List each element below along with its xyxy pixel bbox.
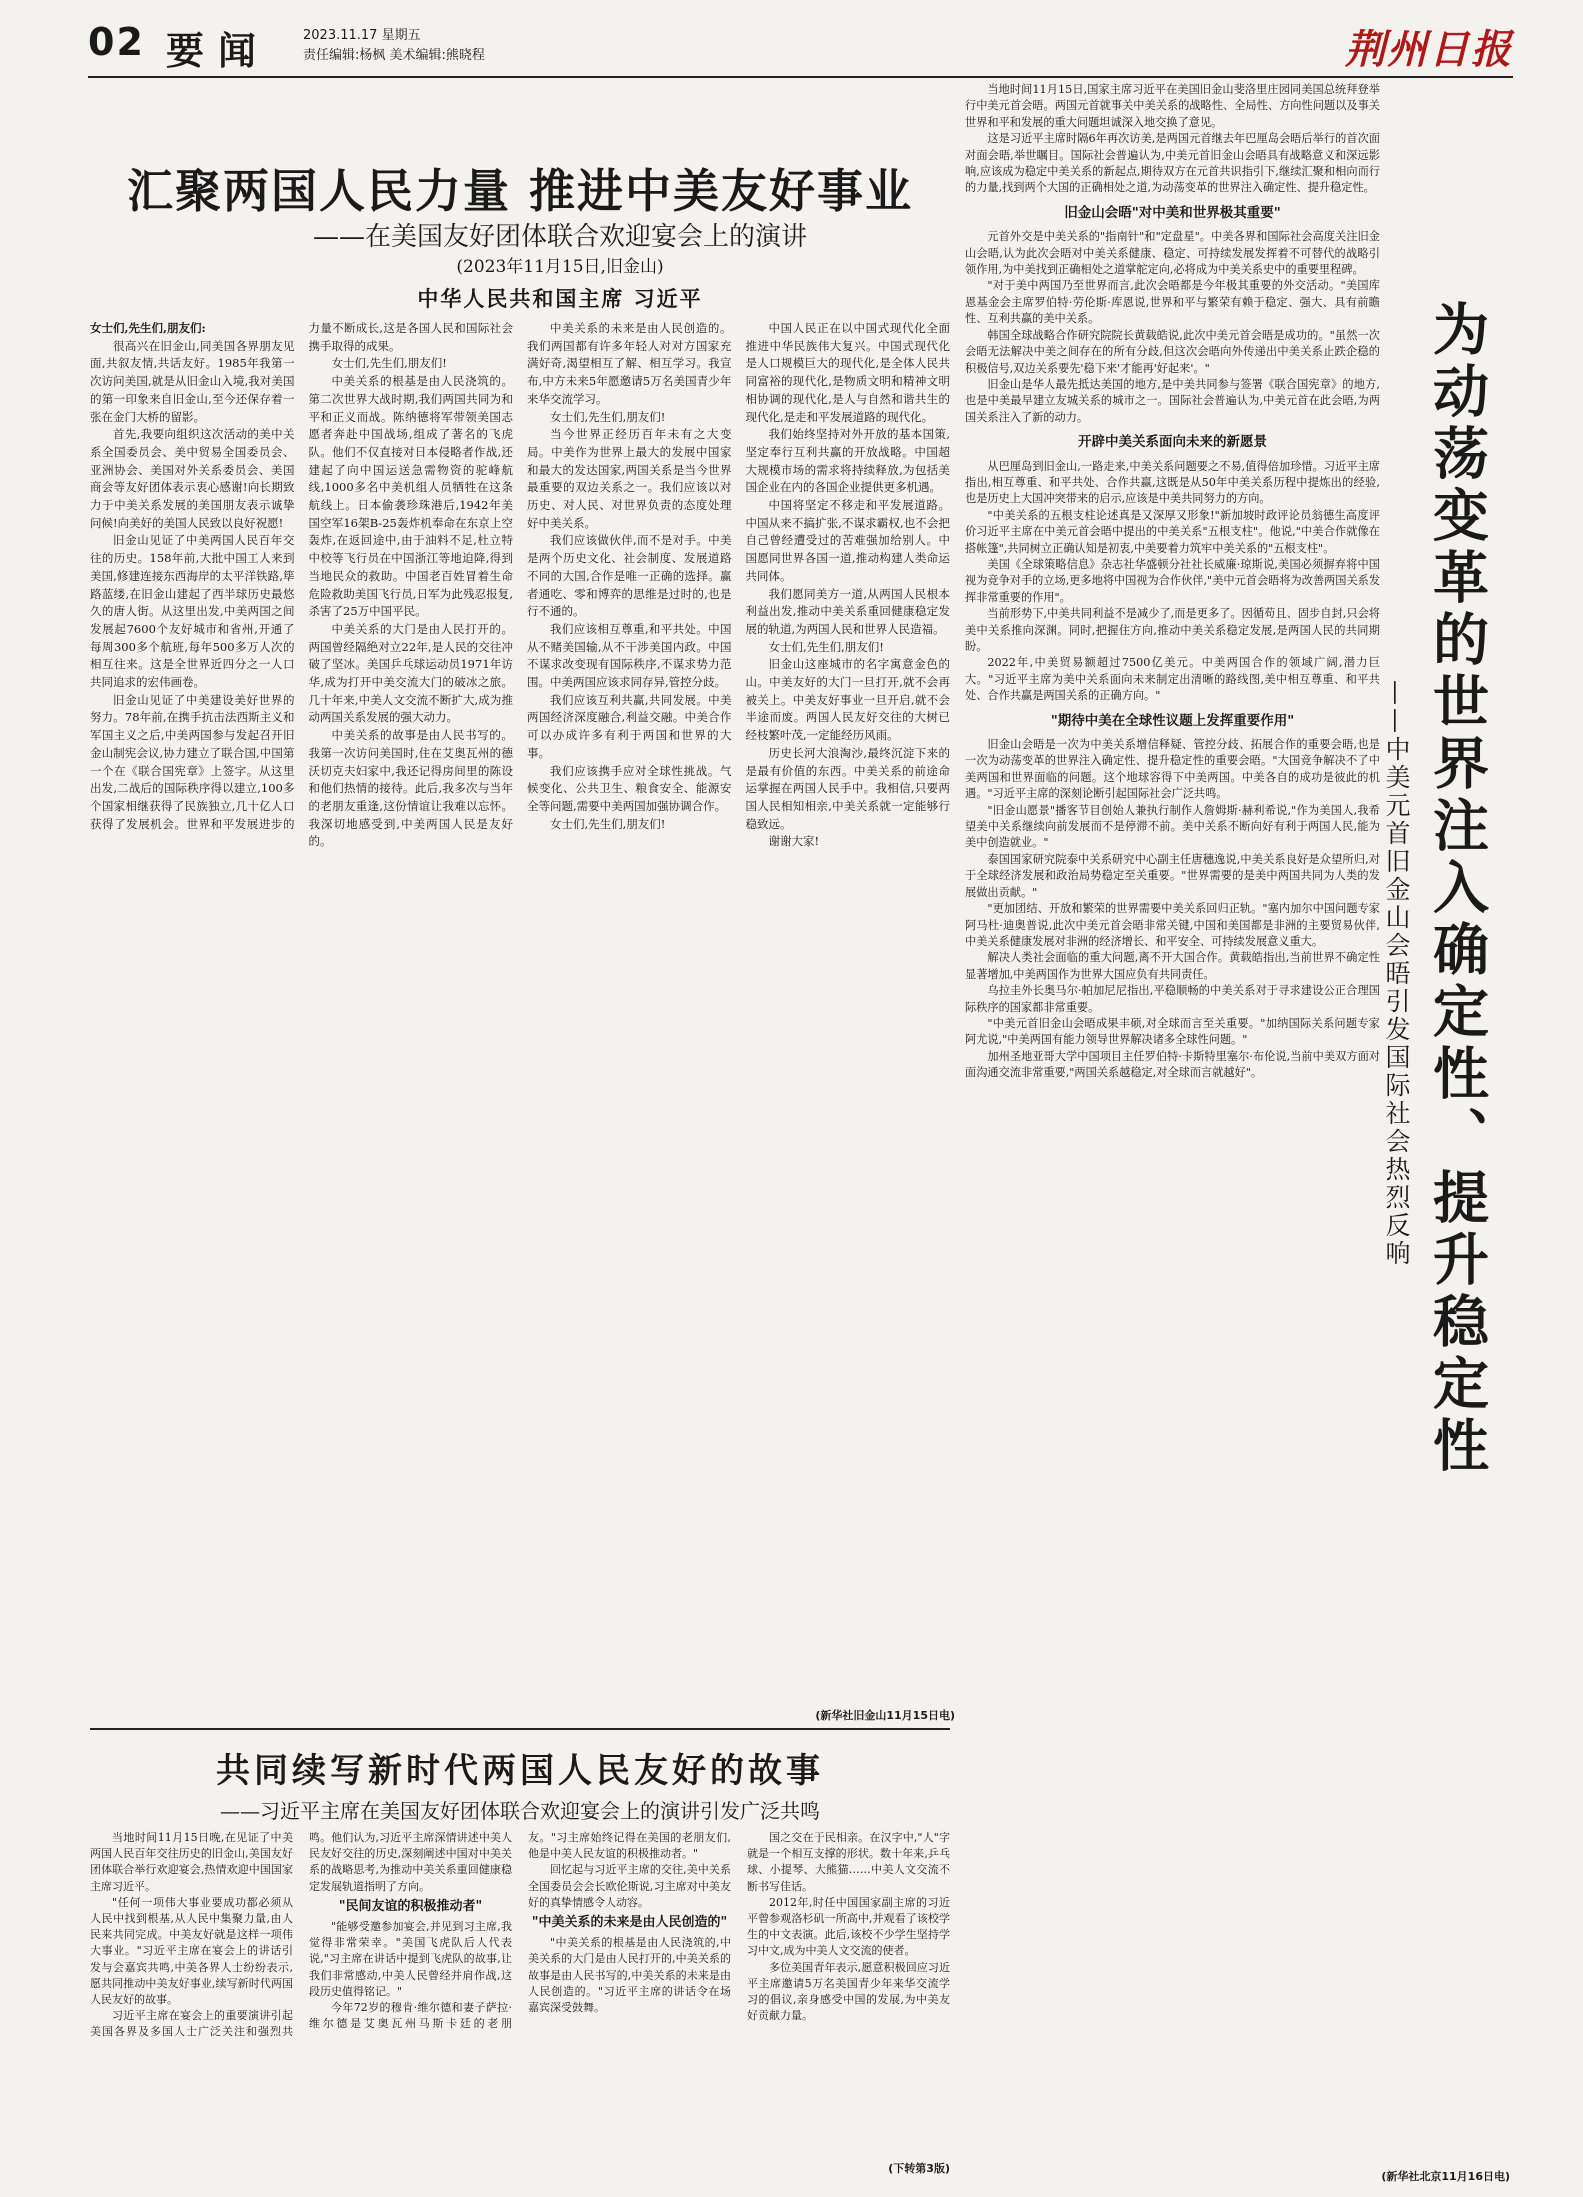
- body-paragraph: 从巴厘岛到旧金山,一路走来,中美关系问题要之不易,值得倍加珍惜。习近平主席指出,相互尊重、和平共处、合作共赢,这既是从50年中美关系历程中提炼出的经验,也是历史上大国冲突带来的启示,应该是中美共同努力的方向。: [965, 459, 1380, 506]
- body-paragraph: "中美关系的根基是由人民浇筑的,中美关系的大门是由人民打开的,中美关系的故事是由人民书写的,中美关系的未来是由人民创造的。"习近平主席的讲话令在场嘉宾深受鼓舞。: [528, 1936, 731, 2015]
- body-paragraph: "中美元首旧金山会晤成果丰硕,对全球而言至关重要。"加纳国际关系问题专家阿尤说,"中美两国有能力领导世界解决诸多全球性问题。": [965, 1016, 1380, 1047]
- salutation: 女士们,先生们,朋友们:: [90, 321, 206, 335]
- body-paragraph: 我们应该携手应对全球性挑战。气候变化、公共卫生、粮食安全、能源安全等问题,需要中美两国加强协调合作。: [527, 763, 732, 813]
- body-paragraph: 历史长河大浪淘沙,最终沉淀下来的是最有价值的东西。中美关系的前途命运掌握在两国人民手中。我相信,只要两国人民相知相亲,中美关系就一定能够行稳致远。: [745, 745, 950, 831]
- body-paragraph: 旧金山见证了中美建设美好世界的努力。78年前,在携手抗击法西斯主义和军国主义之后,中美两国参与发起召开旧金山制宪会议,协力建立了联合国,中国第一个在《联合国宪章》上签字。从这里出发,二战后的国际秩序得以建立,100多个国家相继获得了民族独立,几十亿人口获得了发展机会。世界和平发展进步的力量不断成长,这是各国人民和国际社会携手取得的成果。: [90, 321, 513, 831]
- section-heading: "期待中美在全球性议题上发挥重要作用": [1050, 712, 1295, 729]
- section-name: 要闻: [166, 29, 271, 73]
- body-paragraph: 当前形势下,中美共同利益不是减少了,而是更多了。因循苟且、固步自封,只会将美中关系推向深渊。同时,把握住方向,推动中美关系稳定发展,是两国人民的共同期盼。: [965, 607, 1380, 653]
- page-number: 02: [88, 20, 145, 64]
- body-paragraph: 今年72岁的穆肯·维尔德和妻子萨拉·维尔德是艾奥瓦州马斯卡廷的老朋友。"习主席始终记得在美国的老朋友们,他是中美人民友谊的积极推动者。": [309, 1831, 731, 2031]
- body-paragraph: 习近平主席在宴会上的重要演讲引起美国各界及多国人士广泛关注和强烈共鸣。他们认为,习近平主席深情讲述中美人民友好交往的历史,深刻阐述中国对中美关系的战略思考,为推动中美关系重回健康稳定发展轨道指明了方向。: [90, 1831, 512, 2039]
- body-paragraph: 泰国国家研究院泰中关系研究中心副主任唐穗逸说,中美关系良好是众望所归,对于全球经济发展和政治局势稳定至关重要。"世界需要的是美中两国共同为人类的发展做出贡献。": [965, 852, 1380, 899]
- body-paragraph: 元首外交是中美关系的"指南针"和"定盘星"。中美各界和国际社会高度关注旧金山会晤,认为此次会晤对中美关系健康、稳定、可持续发展发挥着不可替代的战略引领作用,为中美找到正确相处之道掌舵定向,必将成为中美关系史中的重要里程碑。: [965, 230, 1380, 277]
- main-headline: 汇聚两国人民力量 推进中美友好事业: [126, 164, 913, 218]
- body-paragraph: 回忆起与习近平主席的交往,美中关系全国委员会会长欧伦斯说,习主席对中美友好的真挚情感令人动容。: [528, 1863, 731, 1909]
- body-paragraph: 美国《全球策略信息》杂志社华盛顿分社社长威廉·琼斯说,美国必须摒弃将中国视为竞争对手的立场,更多地将中国视为合作伙伴,"美中元首会晤将为改善两国关系发挥非常重要的作用"。: [965, 557, 1380, 604]
- body-paragraph: 中美关系的大门是由人民打开的。两国曾经隔绝对立22年,是人民的交往冲破了坚冰。美国乒乓球运动员1971年访华,成为打开中美交流大门的破冰之旅。几十年来,中美人文交流不断扩大,成为推动两国关系发展的强大动力。: [308, 621, 513, 725]
- body-paragraph: 旧金山见证了中美两国人民百年交往的历史。158年前,大批中国工人来到美国,修建连接东西海岸的太平洋铁路,筚路蓝缕,在旧金山建起了西半球历史最悠久的唐人街。从这里出发,中美两国之间发展起7600个友好城市和省州,开通了每周300多个航班,每年500多万人次的相互往来。这是全世界近四分之一人口共同追求的宏伟画卷。: [90, 533, 295, 690]
- section-heading: 开辟中美关系面向未来的新愿景: [1078, 434, 1267, 451]
- issue-date: 2023.11.17 星期五: [303, 28, 421, 43]
- body-paragraph: 2012年,时任中国国家副主席的习近平曾参观洛杉矶一所高中,并观看了该校学生的中文表演。此后,该校不少学生坚持学习中文,成为中美人文交流的使者。: [747, 1895, 950, 1958]
- body-paragraph: 女士们,先生们,朋友们!: [768, 639, 884, 654]
- main-article-credit: (新华社旧金山11月15日电): [815, 1709, 955, 1722]
- body-paragraph: 中美关系的根基是由人民浇筑的。第二次世界大战时期,我们两国共同为和平和正义而战。陈纳德将军带领美国志愿者奔赴中国战场,组成了著名的飞虎队。他们不仅直接对日本侵略者作战,还建起了向中国运送急需物资的驼峰航线,1000多名中美机组人员牺牲在这条航线上。日本偷袭珍珠港后,1942年美国空军16架B-25轰炸机奉命在东京上空轰炸,在返回途中,由于油料不足,杜立特中校等飞行员在中国浙江等地迫降,得到当地民众的救助。中国老百姓冒着生命危险救助美国飞行员,日军为此残忍报复,杀害了25万中国平民。: [308, 374, 513, 619]
- body-paragraph: 加州圣地亚哥大学中国项目主任罗伯特·卡斯特里塞尔·布伦说,当前中美双方面对面沟通交流非常重要,"两国关系越稳定,对全球而言就越好"。: [965, 1049, 1380, 1080]
- masthead-info: [303, 26, 485, 66]
- body-paragraph: 首先,我要向组织这次活动的美中关系全国委员会、美中贸易全国委员会、亚洲协会、美国对外关系委员会、美国商会等友好团体表示衷心感谢!向长期致力于中美关系发展的美国朋友表示诚挚问候!向美好的美国人民致以良好祝愿!: [90, 427, 295, 530]
- lower-article-body: [90, 1830, 950, 2160]
- vertical-subtitle: ——中美元首旧金山会晤引发国际社会热烈反响: [1382, 680, 1411, 1268]
- body-paragraph: 谢谢大家!: [768, 834, 820, 849]
- body-paragraph: 我们应该做伙伴,而不是对手。中美是两个历史文化、社会制度、发展道路不同的大国,合作是唯一正确的选择。赢者通吃、零和博弈的思维是过时的,也是行不通的。: [527, 533, 732, 619]
- lower-subtitle: ——习近平主席在美国友好团体联合欢迎宴会上的演讲引发广泛共鸣: [220, 1799, 820, 1823]
- body-paragraph: 女士们,先生们,朋友们!: [550, 409, 666, 424]
- body-paragraph: 女士们,先生们,朋友们!: [331, 356, 447, 371]
- editors-line: 责任编辑:杨枫 美术编辑:熊晓程: [303, 48, 485, 63]
- body-paragraph: "中美关系的五根支柱论述真是又深厚又形象!"新加坡时政评论员翁德生高度评价习近平主席在中美元首会晤中提出的中美关系"五根支柱"。他说,"中美合作就像在搭帐篷",共同树立正确认知是初衷,中美要着力筑牢中美关系的"五根支柱"。: [965, 508, 1380, 555]
- body-paragraph: 旧金山会晤是一次为中美关系增信释疑、管控分歧、拓展合作的重要会晤,也是一次为动荡变革的世界注入确定性、提升稳定性的重要会晤。"大国竞争解决不了中美两国和世界面临的问题。这个地球容得下中美两国。中美各自的成功是彼此的机遇。"习近平主席的深刻论断引起国际社会广泛共鸣。: [965, 738, 1380, 801]
- body-paragraph: 韩国全球战略合作研究院院长黄载皓说,此次中美元首会晤是成功的。"虽然一次会晤无法解决中美之间存在的所有分歧,但这次会晤向外传递出中美关系止跌企稳的积极信号,双边关系要先'稳下来'才能再'好起来'。": [965, 328, 1380, 375]
- body-paragraph: 多位美国青年表示,愿意积极回应习近平主席邀请5万名美国青少年来华交流学习的倡议,亲身感受中国的发展,为中美友好贡献力量。: [747, 1960, 950, 2023]
- body-paragraph: "更加团结、开放和繁荣的世界需要中美关系回归正轨。"塞内加尔中国问题专家阿马杜·迪奥普说,此次中美元首会晤非常关键,中国和美国都是非洲的主要贸易伙伴,中美关系健康发展对非洲的经济增长、和平安全、可持续发展意义重大。: [965, 902, 1380, 948]
- body-paragraph: 当今世界正经历百年未有之大变局。中美作为世界上最大的发展中国家和最大的发达国家,两国关系是当今世界最重要的双边关系之一。我们应该以对历史、对人民、对世界负责的态度处理好中美关系。: [527, 427, 732, 530]
- intro-paragraph: 当地时间11月15日,国家主席习近平在美国旧金山斐洛里庄园同美国总统拜登举行中美元首会晤。两国元首就事关中美关系的战略性、全局性、方向性问题以及事关世界和平和发展的重大问题坦诚深入地交换了意见。: [965, 83, 1380, 129]
- body-paragraph: 国之交在于民相亲。在汉字中,"人"字就是一个相互支撑的形状。数十年来,乒乓球、小提琴、大熊猫……中美人文交流不断书写佳话。: [747, 1831, 950, 1893]
- intro-paragraph: 这是习近平主席时隔6年再次访美,是两国元首继去年巴厘岛会晤后举行的首次面对面会晤,举世瞩目。国际社会普遍认为,中美元首旧金山会晤具有战略意义和深远影响,应该成为稳定中美关系的新起点,期待双方在元首共识指引下,继续汇聚和相向而行的力量,找到两个大国的正确相处之道,为动荡变革的世界注入确定性、提升稳定性。: [965, 132, 1380, 195]
- continued-note: (下转第3版): [888, 2162, 950, 2175]
- body-paragraph: 乌拉圭外长奥马尔·帕加尼尼指出,平稳顺畅的中美关系对于寻求建设公正合理国际秩序的国家都非常重要。: [965, 984, 1380, 1014]
- lower-headline: 共同续写新时代两国人民友好的故事: [216, 1751, 824, 1791]
- body-paragraph: 解决人类社会面临的重大问题,离不开大国合作。黄载皓指出,当前世界不确定性显著增加,中美两国作为世界大国应负有共同责任。: [965, 951, 1380, 981]
- body-paragraph: "旧金山愿景"播客节目创始人兼执行制作人詹姆斯·赫利希说,"作为美国人,我希望美中关系继续向前发展而不是停滞不前。美中关系不断向好有利于两国人民,能为美中创造就业。": [965, 803, 1380, 850]
- body-paragraph: 当地时间11月15日晚,在见证了中美两国人民百年交往历史的旧金山,美国友好团体联合举行欢迎宴会,热情欢迎中国国家主席习近平。: [90, 1831, 293, 1893]
- body-paragraph: "任何一项伟大事业要成功都必须从人民中找到根基,从人民中集聚力量,由人民来共同完成。中美友好就是这样一项伟大事业。"习近平主席在宴会上的讲话引发与会嘉宾共鸣,中美各界人士纷纷表示,愿共同推动中美友好事业,续写新时代两国人民友好的故事。: [90, 1895, 293, 2007]
- body-paragraph: "对于美中两国乃至世界而言,此次会晤都是今年极其重要的外交活动。"美国库恩基金会主席罗伯特·劳伦斯·库恩说,世界和平与繁荣有赖于稳定、强大、具有前瞻性、互利共赢的美中关系。: [965, 279, 1380, 326]
- body-paragraph: 我们始终坚持对外开放的基本国策,坚定奉行互利共赢的开放战略。中国超大规模市场的需求将持续释放,为包括美国企业在内的各国企业提供更多机遇。: [745, 427, 950, 495]
- body-paragraph: 中美关系的未来是由人民创造的。我们两国都有许多年轻人对对方国家充满好奇,渴望相互了解、相互学习。我宣布,中方未来5年愿邀请5万名美国青少年来华交流学习。: [527, 321, 732, 406]
- body-paragraph: 2022年,中美贸易额超过7500亿美元。中美两国合作的领域广阔,潜力巨大。"习近平主席为美中关系面向未来制定出清晰的路线图,美中相互尊重、和平共处、合作共赢是两国关系的正确方向。": [965, 656, 1380, 703]
- body-paragraph: 中国人民正在以中国式现代化全面推进中华民族伟大复兴。中国式现代化是人口规模巨大的现代化,是全体人民共同富裕的现代化,是物质文明和精神文明相协调的现代化,是人与自然和谐共生的现代化,是走和平发展道路的现代化。: [745, 321, 950, 424]
- body-paragraph: "能够受邀参加宴会,并见到习主席,我觉得非常荣幸。"美国飞虎队后人代表说,"习主席在讲话中提到飞虎队的故事,让我们非常感动,中美人民曾经并肩作战,这段历史值得铭记。": [309, 1920, 512, 1998]
- section-divider: [90, 1728, 950, 1730]
- body-paragraph: 旧金山这座城市的名字寓意金色的山。中美友好的大门一旦打开,就不会再被关上。中美友好事业一旦开启,就不会半途而废。两国人民友好交往的大树已经枝繁叶茂,一定能经历风雨。: [745, 657, 950, 743]
- right-article-credit: (新华社北京11月16日电): [1381, 2170, 1510, 2183]
- body-paragraph: 我们应该互利共赢,共同发展。中美两国经济深度融合,利益交融。中美合作可以办成许多有利于两国和世界的大事。: [527, 692, 732, 760]
- body-paragraph: 女士们,先生们,朋友们!: [550, 816, 666, 831]
- section-heading: "民间友谊的积极推动者": [338, 1898, 483, 1914]
- newspaper-logo: 荆州日报: [1345, 26, 1513, 73]
- section-heading: "中美关系的未来是由人民创造的": [531, 1915, 728, 1931]
- body-paragraph: 中美关系的故事是由人民书写的。我第一次访问美国时,住在艾奥瓦州的德沃切克夫妇家中,我还记得房间里的陈设和他们热情的接待。此后,我多次与当年的老朋友重逢,这份情谊让我难以忘怀。我深切地感受到,中美两国人民是友好的。: [308, 728, 513, 849]
- body-paragraph: 我们愿同美方一道,从两国人民根本利益出发,推动中美关系重回健康稳定发展的轨道,为两国人民和世界人民造福。: [745, 586, 950, 636]
- masthead: [88, 14, 1513, 78]
- right-article-body: [965, 82, 1380, 2177]
- main-byline: 中华人民共和国主席 习近平: [417, 287, 703, 311]
- body-paragraph: 很高兴在旧金山,同美国各界朋友见面,共叙友情,共话友好。1985年我第一次访问美国,就是从旧金山入境,我对美国的第一印象来自旧金山,至今还保存着一张在金门大桥的留影。: [90, 338, 295, 424]
- main-article-body: [90, 320, 950, 1710]
- main-dateline: (2023年11月15日,旧金山): [456, 257, 664, 277]
- section-heading: 旧金山会晤"对中美和世界极其重要": [1064, 204, 1281, 221]
- body-paragraph: 我们应该相互尊重,和平共处。中国从不赌美国输,从不干涉美国内政。中国不谋求改变现有国际秩序,不谋求势力范围。中美两国应该求同存异,管控分歧。: [527, 621, 732, 690]
- vertical-headline: 为动荡变革的世界注入确定性、提升稳定性: [1424, 300, 1489, 1478]
- body-paragraph: 中国将坚定不移走和平发展道路。中国从来不搞扩张,不谋求霸权,也不会把自己曾经遭受过的苦难强加给别人。中国愿同世界各国一道,推动构建人类命运共同体。: [745, 498, 950, 583]
- body-paragraph: 旧金山是华人最先抵达美国的地方,是中美共同参与签署《联合国宪章》的地方,也是中美最早建立友城关系的城市之一。国际社会普遍认为,中美元首在此会晤,为两国关系注入了新的动力。: [965, 377, 1380, 424]
- main-subtitle: ——在美国友好团体联合欢迎宴会上的演讲: [312, 222, 807, 252]
